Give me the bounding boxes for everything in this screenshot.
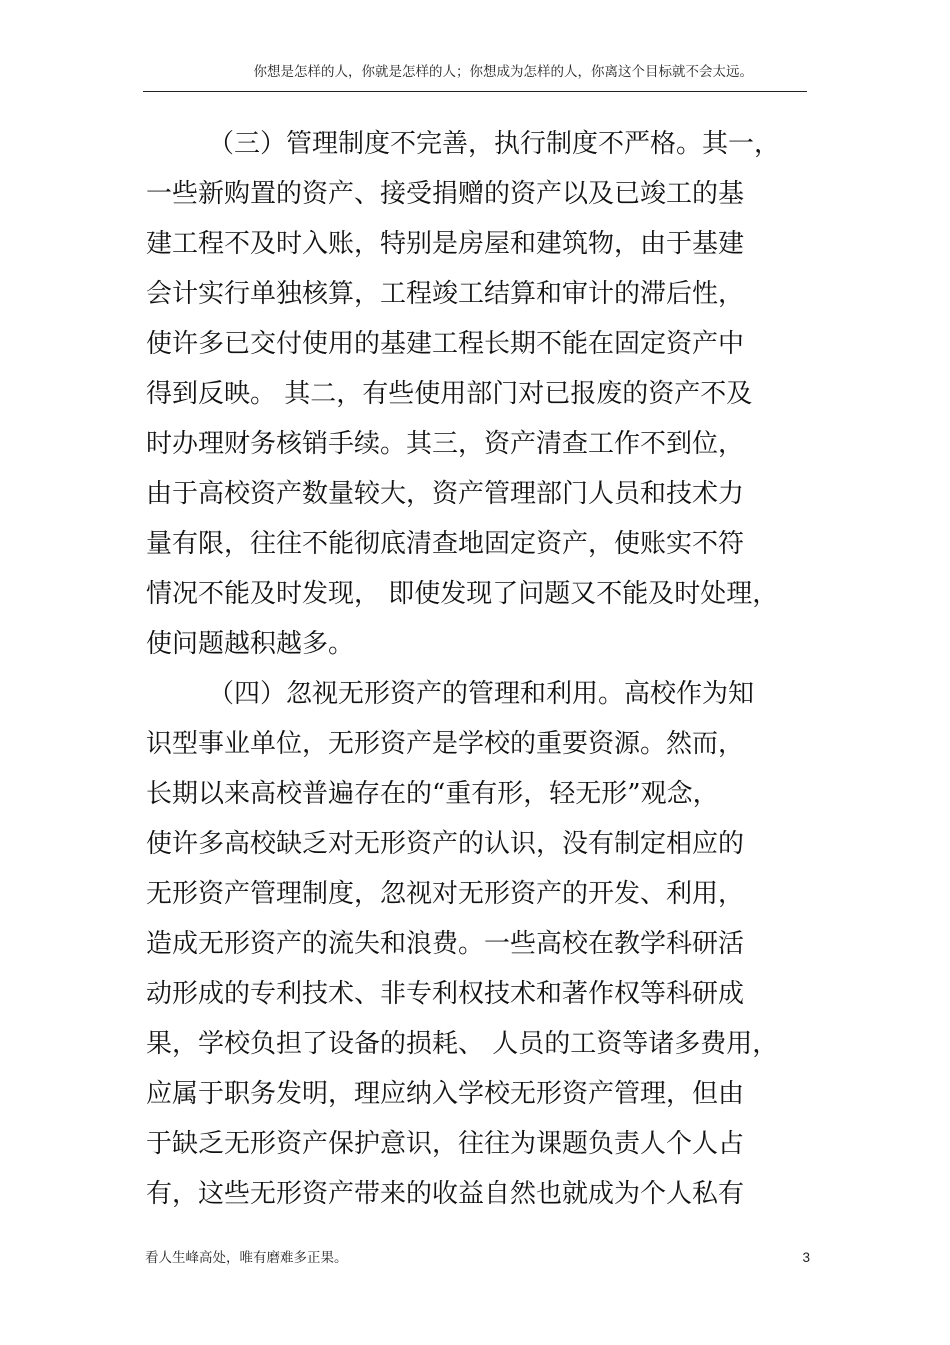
page-number: 3 [802, 1250, 810, 1265]
paragraph-3-line: 一些新购置的资产、接受捐赠的资产以及已竣工的基 [146, 179, 745, 209]
paragraph-3-line: 由于高校资产数量较大，资产管理部门人员和技术力 [146, 479, 745, 509]
paragraph-4-line: 无形资产管理制度，忽视对无形资产的开发、利用， [146, 879, 745, 909]
paragraph-3-line: 建工程不及时入账，特别是房屋和建筑物，由于基建 [146, 229, 745, 259]
paragraph-3-line: 时办理财务核销手续。其三，资产清查工作不到位， [146, 429, 745, 459]
header-divider [143, 91, 807, 92]
paragraph-4-line: 使许多高校缺乏对无形资产的认识，没有制定相应的 [146, 829, 745, 859]
paragraph-4-line: 长期以来高校普遍存在的“重有形，轻无形”观念， [146, 779, 719, 809]
paragraph-4-line: 果，学校负担了设备的损耗、 人员的工资等诸多费用， [146, 1029, 779, 1059]
paragraph-4-line: 识型事业单位，无形资产是学校的重要资源。然而， [146, 729, 745, 759]
page-header-motto: 你想是怎样的人，你就是怎样的人；你想成为怎样的人，你离这个目标就不会太远。 [253, 64, 753, 80]
paragraph-3-line: 情况不能及时发现， 即使发现了问题又不能及时处理， [146, 579, 779, 609]
paragraph-3-line: 得到反映。 其二，有些使用部门对已报废的资产不及 [146, 379, 753, 409]
paragraph-3-line: 使问题越积越多。 [146, 629, 355, 659]
paragraph-4-line: 有，这些无形资产带来的收益自然也就成为个人私有 [146, 1179, 745, 1209]
paragraph-3-line: （三）管理制度不完善，执行制度不严格。其一， [208, 129, 781, 159]
paragraph-3-line: 会计实行单独核算，工程竣工结算和审计的滞后性， [146, 279, 745, 309]
paragraph-4-line: 于缺乏无形资产保护意识，往往为课题负责人个人占 [146, 1129, 745, 1159]
paragraph-4-line: 应属于职务发明，理应纳入学校无形资产管理，但由 [146, 1079, 745, 1109]
page-footer-motto: 看人生峰高处，唯有磨难多正果。 [145, 1250, 348, 1266]
paragraph-4-line: 动形成的专利技术、非专利权技术和著作权等科研成 [146, 979, 745, 1009]
paragraph-3-line: 量有限，往往不能彻底清查地固定资产，使账实不符 [146, 529, 745, 559]
paragraph-4-line: 造成无形资产的流失和浪费。一些高校在教学科研活 [146, 929, 745, 959]
paragraph-4-line: （四）忽视无形资产的管理和利用。高校作为知 [208, 679, 755, 709]
body-text [146, 119, 786, 1219]
paragraph-3-line: 使许多已交付使用的基建工程长期不能在固定资产中 [146, 329, 745, 359]
